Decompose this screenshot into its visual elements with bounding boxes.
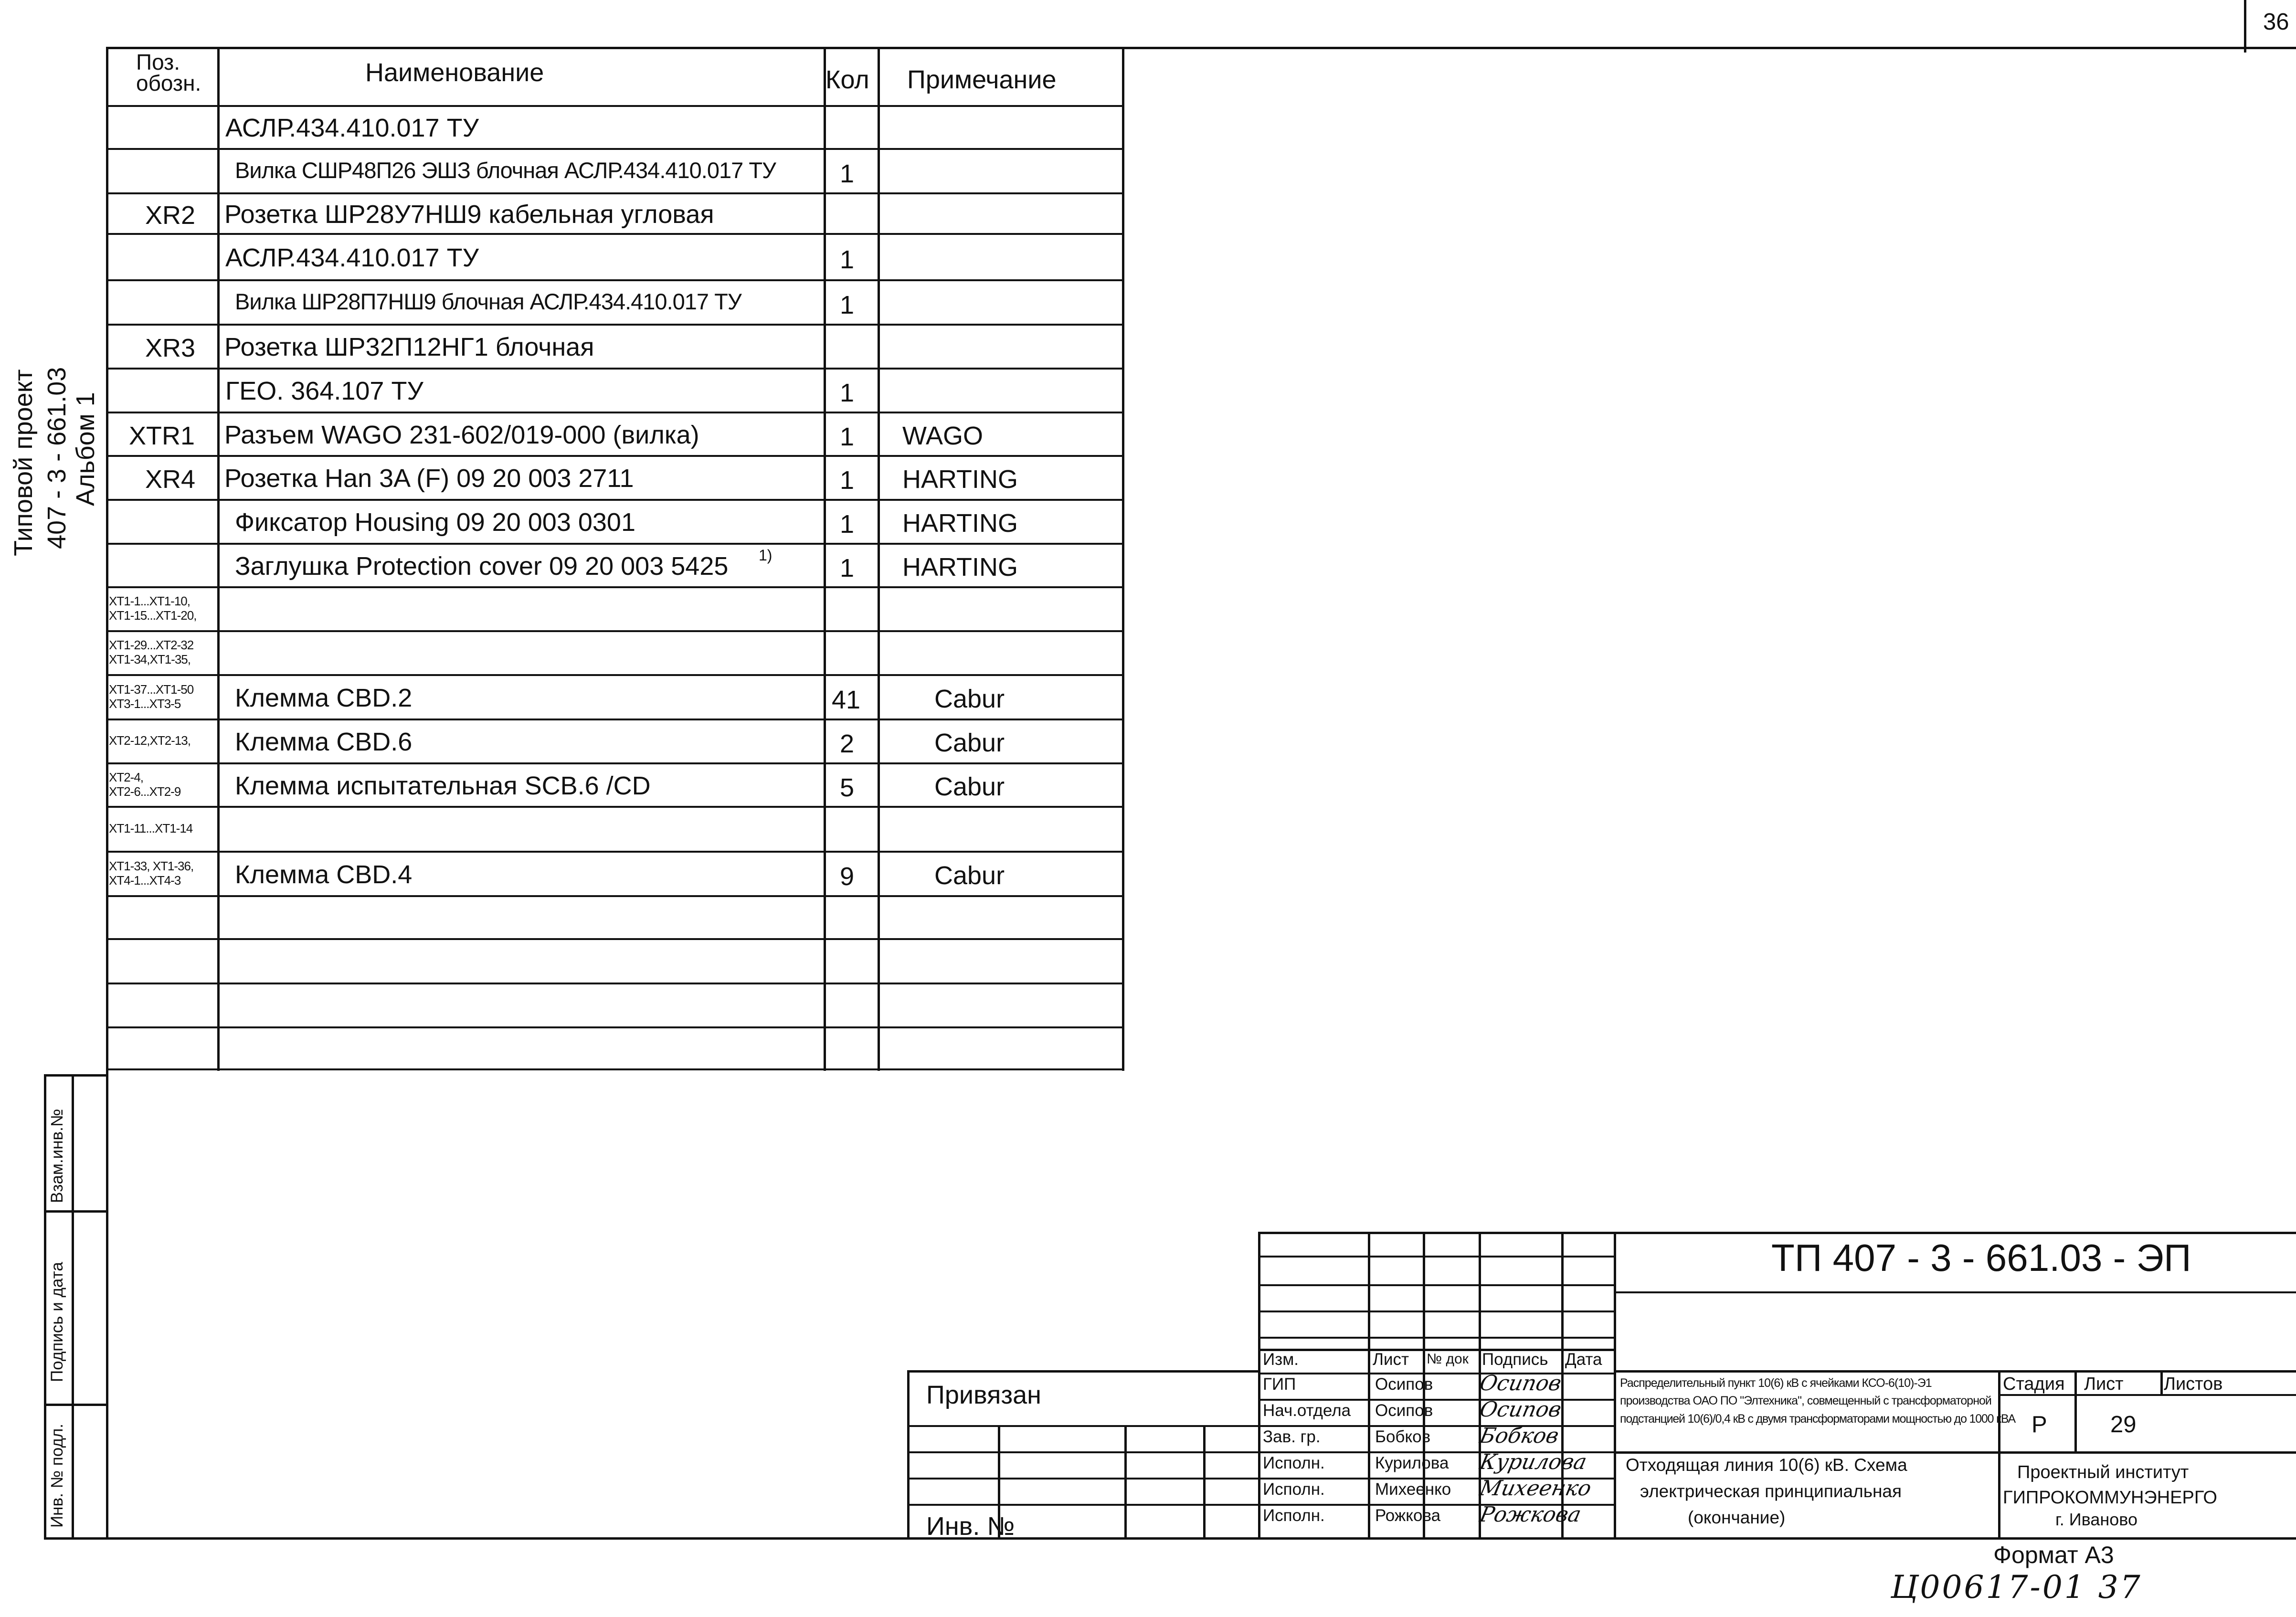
role-label: ГИП bbox=[1263, 1375, 1296, 1394]
side-label-zam-inv: Взам.инв.№ bbox=[48, 1109, 66, 1203]
organization-2: ГИПРОКОММУНЭНЕРГО bbox=[2003, 1488, 2217, 1508]
row-name-footnote: 1) bbox=[759, 547, 772, 564]
row-pos-line: XT4-1...XT4-3 bbox=[109, 873, 181, 888]
table-row bbox=[106, 586, 1122, 630]
table-row bbox=[106, 674, 1122, 719]
table-row bbox=[106, 938, 1122, 983]
frame-bottom-line bbox=[44, 1537, 2296, 1540]
role-label: Исполн. bbox=[1263, 1506, 1325, 1525]
role-person: Осипов bbox=[1375, 1375, 1433, 1394]
table-row bbox=[106, 851, 1122, 895]
handwritten-archive-number: Ц00617-01 37 bbox=[1891, 1569, 2142, 1606]
row-name: ГЕО. 364.107 ТУ bbox=[225, 377, 423, 405]
table-row bbox=[106, 630, 1122, 674]
side-project-number: 407 - 3 - 661.03 bbox=[42, 367, 71, 549]
row-note: Cabur bbox=[934, 861, 1005, 890]
sheet-title-3: (окончание) bbox=[1688, 1508, 1786, 1527]
sheet-title-2: электрическая принципиальная bbox=[1640, 1481, 1902, 1501]
role-person: Осипов bbox=[1375, 1401, 1433, 1420]
row-name: Клемма CBD.6 bbox=[235, 728, 413, 756]
row-qty: 9 bbox=[840, 862, 855, 891]
row-qty: 1 bbox=[840, 554, 855, 582]
signature: Осипов bbox=[1477, 1397, 1564, 1422]
row-qty: 2 bbox=[840, 729, 855, 758]
row-qty: 41 bbox=[832, 686, 861, 714]
col-header-sign: Подпись bbox=[1482, 1350, 1548, 1369]
row-name: Разъем WAGO 231-602/019-000 (вилка) bbox=[224, 421, 699, 449]
role-label: Исполн. bbox=[1263, 1454, 1325, 1472]
row-pos: XTR1 bbox=[129, 422, 195, 450]
role-label: Зав. гр. bbox=[1263, 1427, 1321, 1446]
row-pos-line: XT1-34,XT1-35, bbox=[109, 652, 190, 666]
sheet-corner-number: 36 bbox=[2263, 9, 2289, 35]
row-pos-line: XT1-15...XT1-20, bbox=[109, 608, 197, 623]
row-qty: 1 bbox=[840, 291, 855, 319]
row-qty: 5 bbox=[840, 773, 855, 802]
row-pos-line: XT2-12,XT2-13, bbox=[109, 733, 190, 748]
row-note: HARTING bbox=[902, 553, 1018, 581]
object-description-3: подстанцией 10(6)/0,4 кВ с двумя трансформаторами мощностью до 1000 кВА bbox=[1620, 1412, 2015, 1426]
row-qty: 1 bbox=[840, 510, 855, 539]
row-name: Заглушка Protection cover 09 20 003 5425 bbox=[235, 552, 729, 581]
row-name: Клемма CBD.2 bbox=[235, 684, 413, 712]
table-row bbox=[106, 279, 1122, 324]
role-person: Михеенко bbox=[1375, 1480, 1451, 1499]
sheets-label: Листов bbox=[2164, 1374, 2223, 1394]
side-album: Альбом 1 bbox=[71, 392, 100, 506]
binding-inv-no: Инв. № bbox=[926, 1512, 1015, 1541]
role-label: Нач.отдела bbox=[1263, 1401, 1351, 1420]
row-pos-line: XT1-37...XT1-50 bbox=[109, 682, 194, 697]
row-name: Вилка СШР48П26 ЭШЗ блочная АСЛР.434.410.017 ТУ bbox=[235, 158, 776, 183]
table-row bbox=[106, 1026, 1122, 1068]
side-project-title: Типовой проект bbox=[9, 369, 38, 556]
row-note: HARTING bbox=[902, 465, 1018, 494]
table-row bbox=[106, 324, 1122, 368]
table-row bbox=[106, 895, 1122, 938]
row-note: Cabur bbox=[934, 772, 1005, 801]
sheet-title-1: Отходящая линия 10(6) кВ. Схема bbox=[1626, 1455, 1907, 1475]
stage-value: Р bbox=[2031, 1412, 2047, 1437]
signature: Бобков bbox=[1477, 1424, 1561, 1448]
row-name: Розетка Han 3A (F) 09 20 003 2711 bbox=[224, 464, 634, 493]
col-header-date: Дата bbox=[1565, 1350, 1602, 1369]
col-header-izm: Изм. bbox=[1263, 1350, 1299, 1369]
row-pos-line: XT2-6...XT2-9 bbox=[109, 784, 181, 799]
table-row bbox=[106, 455, 1122, 499]
object-description-2: производства ОАО ПО "Элтехника", совмещенный с трансформаторной bbox=[1620, 1394, 1991, 1407]
designation-code: ТП 407 - 3 - 661.03 - ЭП bbox=[1771, 1237, 2191, 1279]
row-note: Cabur bbox=[934, 685, 1005, 713]
table-row bbox=[106, 499, 1122, 543]
col-header-qty: Кол bbox=[825, 65, 869, 94]
role-person: Бобков bbox=[1375, 1427, 1431, 1446]
row-qty: 1 bbox=[840, 245, 855, 274]
sheet-value: 29 bbox=[2110, 1412, 2137, 1437]
signature: Рожкова bbox=[1477, 1502, 1584, 1527]
row-qty: 1 bbox=[840, 423, 855, 451]
row-name: Вилка ШР28П7НШ9 блочная АСЛР.434.410.017 ТУ bbox=[235, 289, 741, 314]
sheet-label: Лист bbox=[2084, 1374, 2124, 1394]
side-label-inv-podl: Инв. № подл. bbox=[48, 1423, 66, 1528]
role-person: Рожкова bbox=[1375, 1506, 1441, 1525]
row-pos-line: XT1-29...XT2-32 bbox=[109, 638, 194, 652]
organization-3: г. Иваново bbox=[2055, 1510, 2138, 1529]
table-row bbox=[106, 806, 1122, 851]
row-name: АСЛР.434.410.017 ТУ bbox=[225, 243, 479, 272]
row-note: HARTING bbox=[902, 509, 1018, 538]
row-name: Розетка ШР28У7НШ9 кабельная угловая bbox=[224, 200, 714, 229]
col-header-doc: № док bbox=[1427, 1351, 1469, 1367]
signature: Курилова bbox=[1477, 1450, 1589, 1474]
stage-label: Стадия bbox=[2003, 1374, 2065, 1394]
table-row bbox=[106, 412, 1122, 455]
table-row bbox=[106, 368, 1122, 412]
row-note: WAGO bbox=[902, 422, 983, 450]
table-row bbox=[106, 983, 1122, 1026]
row-pos-line: XT2-4, bbox=[109, 770, 144, 784]
col-header-list: Лист bbox=[1373, 1350, 1409, 1369]
row-name: Клемма CBD.4 bbox=[235, 860, 413, 889]
binding-privyazan: Привязан bbox=[926, 1381, 1041, 1409]
row-qty: 1 bbox=[840, 159, 855, 188]
col-header-note: Примечание bbox=[907, 65, 1057, 94]
table-row bbox=[106, 719, 1122, 762]
table-row bbox=[106, 148, 1122, 192]
table-row bbox=[106, 192, 1122, 233]
col-header-name: Наименование bbox=[365, 58, 544, 87]
table-row bbox=[106, 105, 1122, 148]
table-row bbox=[106, 762, 1122, 806]
row-qty: 1 bbox=[840, 466, 855, 495]
row-name: Клемма испытательная SCB.6 /CD bbox=[235, 772, 651, 800]
object-description-1: Распределительный пункт 10(6) кВ с ячейками КСО-6(10)-Э1 bbox=[1620, 1376, 1932, 1390]
row-pos-line: XT1-33, XT1-36, bbox=[109, 859, 194, 873]
row-name: АСЛР.434.410.017 ТУ bbox=[225, 114, 479, 142]
table-row bbox=[106, 543, 1122, 586]
row-note: Cabur bbox=[934, 729, 1005, 757]
table-row bbox=[106, 233, 1122, 279]
signature: Михеенко bbox=[1477, 1476, 1594, 1501]
row-pos: XR2 bbox=[145, 201, 196, 230]
signature: Осипов bbox=[1477, 1371, 1564, 1395]
side-label-sign-date: Подпись и дата bbox=[48, 1262, 66, 1382]
role-person: Курилова bbox=[1375, 1454, 1449, 1472]
col-header-pos-line1: Поз. обозн. bbox=[136, 50, 201, 95]
row-qty: 1 bbox=[840, 379, 855, 407]
format-label: Формат А3 bbox=[1993, 1542, 2114, 1568]
role-label: Исполн. bbox=[1263, 1480, 1325, 1499]
row-pos-line: XT1-11...XT1-14 bbox=[109, 821, 193, 835]
row-name: Фиксатор Housing 09 20 003 0301 bbox=[235, 508, 635, 537]
row-pos: XR3 bbox=[145, 334, 196, 362]
row-pos-line: XT3-1...XT3-5 bbox=[109, 697, 181, 711]
row-pos: XR4 bbox=[145, 465, 196, 494]
row-name: Розетка ШР32П12НГ1 блочная bbox=[224, 333, 594, 361]
row-pos-line: XT1-1...XT1-10, bbox=[109, 594, 190, 608]
organization-1: Проектный институт bbox=[2017, 1462, 2189, 1482]
